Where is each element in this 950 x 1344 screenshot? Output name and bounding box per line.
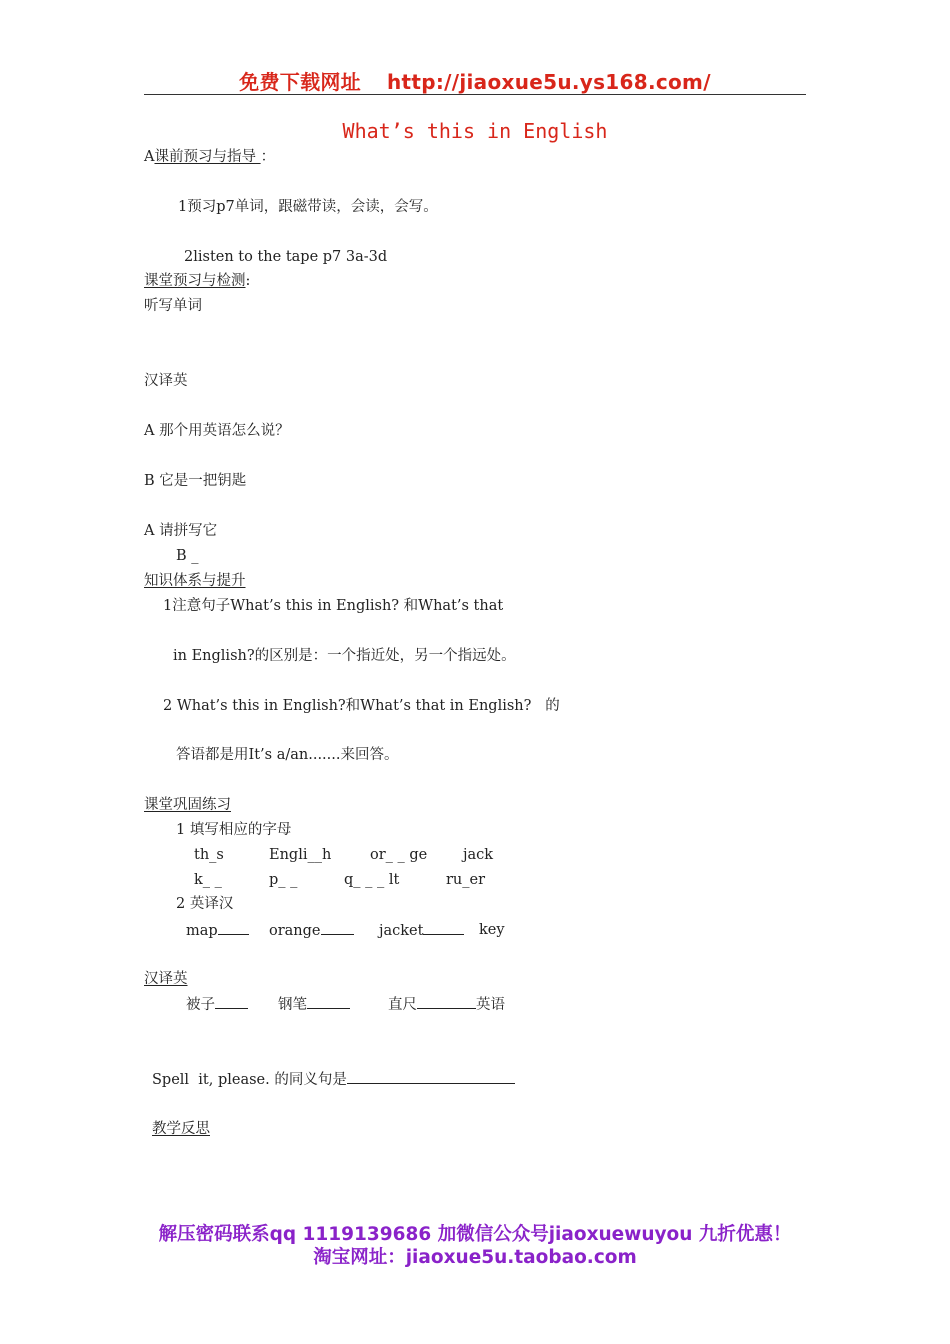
answer-blank[interactable] xyxy=(321,921,354,935)
preview-item-2: 2listen to the tape p7 3a-3d xyxy=(184,249,388,265)
note-1-line-2: in English?的区别是：一个指近处，另一个指远处。 xyxy=(173,648,516,664)
letter-fill-2: Engli__h xyxy=(269,847,332,863)
cn-heading: 汉译英 xyxy=(144,971,188,987)
preview-item-1: 1预习p7单词，跟磁带读，会读，会写。 xyxy=(178,199,438,215)
cn-word-quilt: 被子 xyxy=(186,995,248,1014)
letter-fill-3: or_ _ ge xyxy=(370,847,428,863)
footer-shop-url[interactable]: 淘宝网址：jiaoxue5u.taobao.com xyxy=(313,1247,637,1268)
translate-heading: 汉译英 xyxy=(144,373,188,389)
preview-heading-text: 课前预习与指导 xyxy=(154,149,256,165)
header-label: 免费下载网址 xyxy=(239,70,361,94)
letter-fill-8: ru_er xyxy=(446,872,486,888)
header-url[interactable]: http://jiaoxue5u.ys168.com/ xyxy=(386,70,711,94)
en-word-key: key xyxy=(479,922,505,938)
document-title: What’s this in English xyxy=(342,119,608,143)
note-1-line-1: 1注意句子What’s this in English? 和What’s that xyxy=(163,598,504,614)
note-2-line-2: 答语都是用It’s a/an.......来回答。 xyxy=(176,747,399,763)
letter-fill-4: jack xyxy=(463,847,494,863)
header-divider xyxy=(144,94,806,95)
answer-blank[interactable] xyxy=(417,995,476,1009)
reflection-heading: 教学反思 xyxy=(152,1121,210,1137)
letter-fill-1: th_s xyxy=(194,847,224,863)
note-2-line-1: 2 What’s this in English?和What’s that in English? 的 xyxy=(163,698,560,714)
letter-fill-7: q_ _ _ lt xyxy=(344,872,400,888)
answer-blank[interactable] xyxy=(423,921,464,935)
dialog-b2: B _ xyxy=(176,548,199,564)
answer-blank[interactable] xyxy=(307,995,350,1009)
dialog-a2: A 请拼写它 xyxy=(144,523,218,539)
cn-word-ruler: 直尺 英语 xyxy=(388,997,505,1013)
letter-fill-6: p_ _ xyxy=(269,872,298,888)
dictation-label: 听写单词 xyxy=(144,298,202,314)
dialog-a1: A 那个用英语怎么说？ xyxy=(144,423,290,439)
cn-word-pen: 钢笔 xyxy=(278,995,350,1014)
practice-item-1: 1 填写相应的字母 xyxy=(176,822,292,838)
answer-blank[interactable] xyxy=(218,921,249,935)
page-header xyxy=(0,66,950,95)
practice-item-2: 2 英译汉 xyxy=(176,896,234,912)
answer-blank[interactable] xyxy=(215,995,248,1009)
spell-sentence: Spell it, please. 的同义句是 xyxy=(152,1070,515,1089)
en-word-orange: orange xyxy=(269,921,354,940)
dialog-b1: B 它是一把钥匙 xyxy=(144,473,247,489)
class-check-heading: 课堂预习与检测: xyxy=(144,273,251,289)
en-word-map: map xyxy=(186,921,249,940)
letter-fill-5: k_ _ xyxy=(194,872,222,888)
footer-contact: 解压密码联系qq 1119139686 加微信公众号jiaoxuewuyou 九折优惠！ xyxy=(158,1224,792,1245)
en-word-jacket: jacket xyxy=(379,921,464,940)
answer-blank[interactable] xyxy=(347,1070,515,1084)
preview-heading: A课前预习与指导 ： xyxy=(144,149,276,165)
knowledge-heading: 知识体系与提升 xyxy=(144,573,246,589)
practice-heading: 课堂巩固练习 xyxy=(144,797,231,813)
